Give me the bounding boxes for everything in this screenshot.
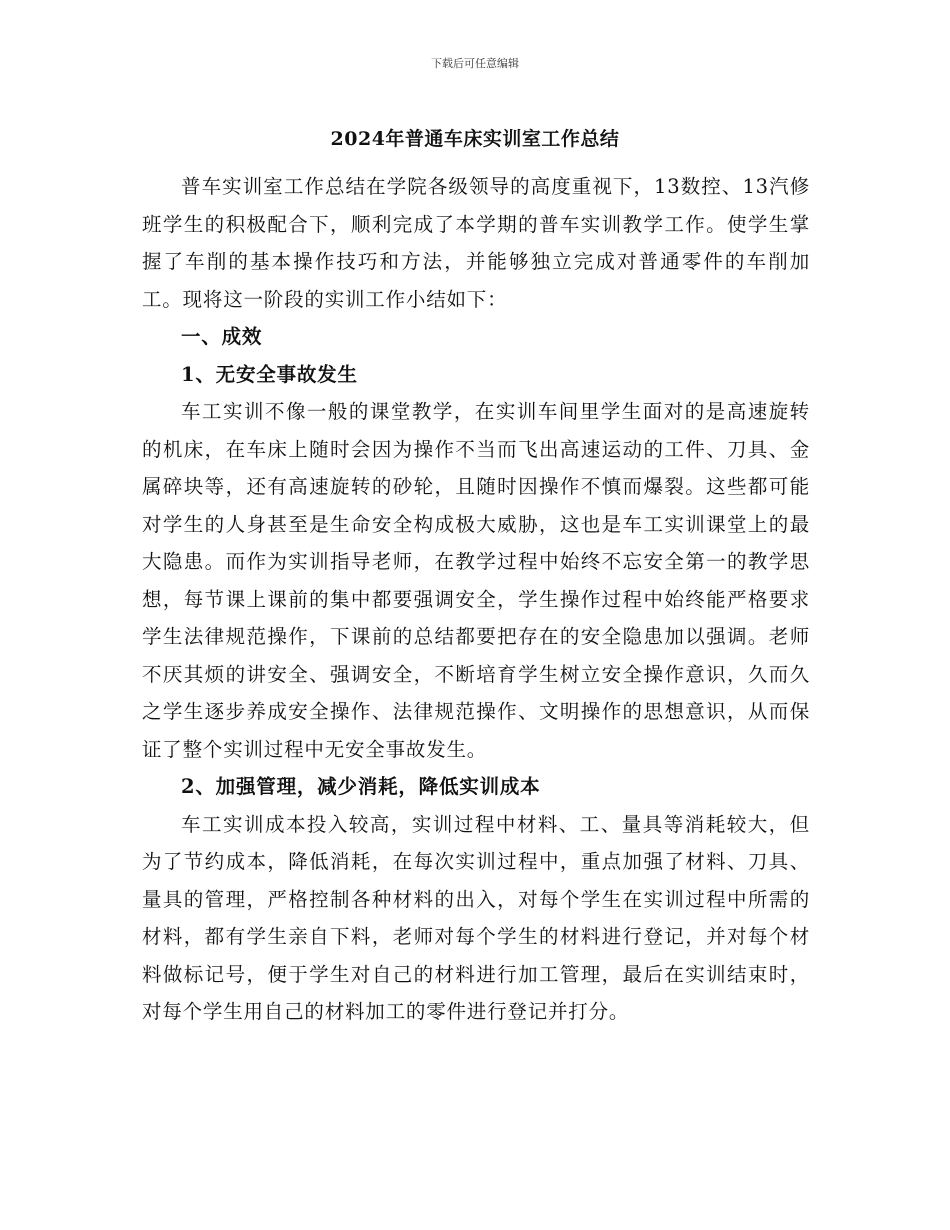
header-note: 下载后可任意编辑 [431, 57, 519, 70]
safety-paragraph: 车工实训不像一般的课堂教学，在实训车间里学生面对的是高速旋转的机床，在车床上随时会因为操作不当而飞出高速运动的工件、刀具、金属碎块等，还有高速旋转的砂轮，且随时因操作不慎而爆裂。这些都可能对学生的人身甚至是生命安全构成极大威胁，这也是车工实训课堂上的最大隐患。而作为实训指导老师，在教学过程中始终不忘安全第一的教学思想，每节课上课前的集中都要强调安全，学生操作过程中始终能严格要求学生法律规范操作，下课前的总结都要把存在的安全隐患加以强调。老师不厌其烦的讲安全、强调安全，不断培育学生树立安全操作意识，久而久之学生逐步养成安全操作、法律规范操作、文明操作的思想意识，从而保证了整个实训过程中无安全事故发生。 [142, 400, 810, 761]
section-heading-results: 一、成效 [181, 325, 263, 348]
subheading-management: 2、加强管理，减少消耗，降低实训成本 [181, 775, 541, 798]
page-title: 2024年普通车床实训室工作总结 [330, 128, 620, 150]
cost-paragraph: 车工实训成本投入较高，实训过程中材料、工、量具等消耗较大，但为了节约成本，降低消耗，在每次实训过程中，重点加强了材料、刀具、量具的管理，严格控制各种材料的出入，对每个学生在实训过程中所需的材料，都有学生亲自下料，老师对每个学生的材料进行登记，并对每个材料做标记号，便于学生对自己的材料进行加工管理，最后在实训结束时，对每个学生用自己的材料加工的零件进行登记并打分。 [142, 812, 810, 1023]
intro-paragraph: 普车实训室工作总结在学院各级领导的高度重视下，13数控、13汽修班学生的积极配合下，顺利完成了本学期的普车实训教学工作。使学生掌握了车削的基本操作技巧和方法，并能够独立完成对普通零件的车削加工。现将这一阶段的实训工作小结如下： [142, 175, 810, 311]
document-body [142, 168, 810, 1031]
subheading-no-accidents: 1、无安全事故发生 [181, 362, 358, 386]
